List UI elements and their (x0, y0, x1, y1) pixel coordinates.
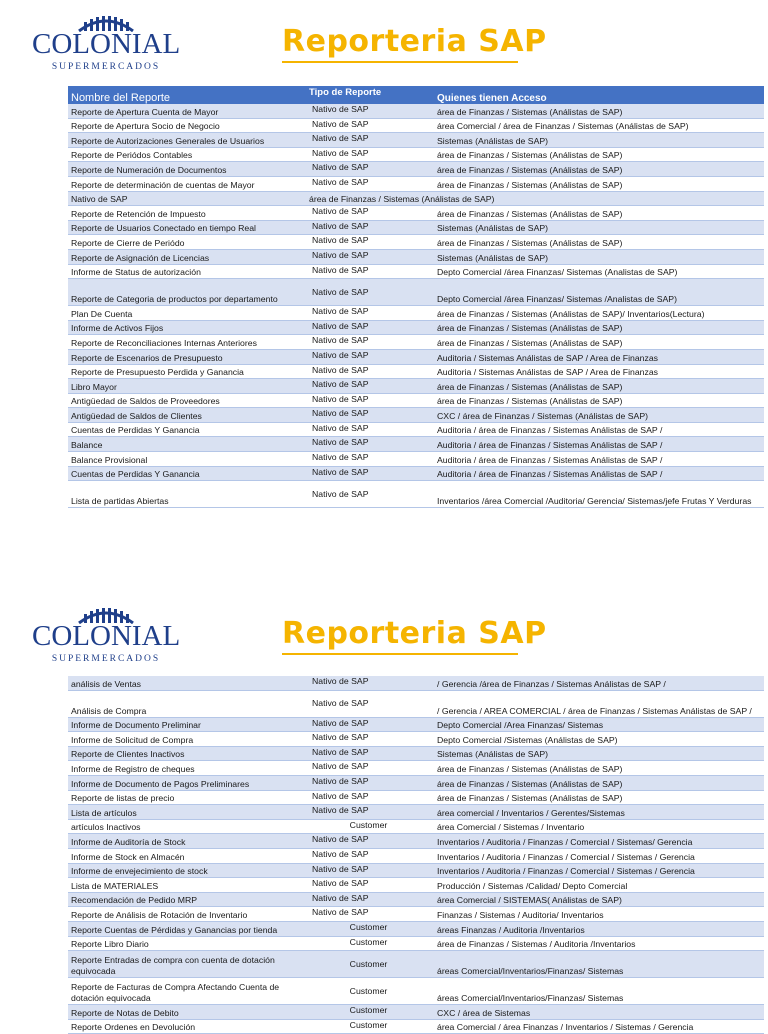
page-title: Reporteria SAP (282, 24, 547, 59)
access-cell: / Gerencia /área de Finanzas / Sistemas Análistas de SAP / (434, 676, 764, 690)
report-type-cell: Nativo de SAP (306, 466, 434, 481)
table-row (68, 481, 764, 508)
access-cell: área de Finanzas / Sistemas (Análistas de SAP) (434, 335, 764, 350)
access-cell: Auditoria / área de Finanzas / Sistemas Análistas de SAP / (434, 466, 764, 481)
report-type-cell: Nativo de SAP (306, 320, 434, 335)
report-name-cell: Lista de partidas Abiertas (68, 481, 306, 508)
table-row (68, 364, 764, 379)
access-cell: Inventarios / Auditoria / Finanzas / Comercial / Sistemas / Gerencia (434, 863, 764, 878)
report-name-cell: Balance Provisional (68, 452, 306, 467)
table-row (68, 978, 764, 1005)
access-cell: área de Finanzas / Sistemas (Análistas de SAP) (434, 320, 764, 335)
report-type-cell: Nativo de SAP (306, 249, 434, 264)
access-cell: Sistemas (Análistas de SAP) (434, 746, 764, 761)
table-row (68, 717, 764, 732)
report-type-cell: Nativo de SAP (306, 393, 434, 408)
report-name-cell: Informe de envejecimiento de stock (68, 863, 306, 878)
report-type-cell: Nativo de SAP (306, 104, 434, 118)
access-cell: área de Finanzas / Sistemas (Análistas de SAP) (434, 147, 764, 162)
table-row (68, 790, 764, 805)
report-type-cell: Nativo de SAP (306, 162, 434, 177)
table-row (68, 951, 764, 978)
report-type-cell: Customer (306, 819, 434, 834)
access-cell: área de Finanzas / Sistemas (Análistas de SAP)/ Inventarios(Lectura) (434, 306, 764, 321)
report-type-cell: Nativo de SAP (306, 452, 434, 467)
table-row (68, 206, 764, 221)
access-cell: área de Finanzas / Sistemas (Análistas de SAP) (434, 790, 764, 805)
table-row (68, 1005, 764, 1020)
table-row (68, 921, 764, 936)
table-row (68, 133, 764, 148)
colonial-logo (32, 604, 182, 666)
access-cell: área Comercial / área Finanzas / Inventarios / Sistemas / Gerencia (434, 1019, 764, 1034)
access-cell: áreas Comercial/Inventarios/Finanzas/ Sistemas (434, 978, 764, 1005)
table-row (68, 437, 764, 452)
table-row (68, 690, 764, 717)
access-cell: Auditoria / área de Finanzas / Sistemas Análistas de SAP / (434, 437, 764, 452)
table-row (68, 863, 764, 878)
access-cell: área Comercial / área de Finanzas / Sistemas (Análistas de SAP) (434, 118, 764, 133)
report-type-cell: Nativo de SAP (306, 761, 434, 776)
report-name-cell: Informe de Auditoría de Stock (68, 834, 306, 849)
access-cell: CXC / área de Sistemas (434, 1005, 764, 1020)
report-table-1 (68, 86, 764, 508)
table-row (68, 805, 764, 820)
access-cell: área de Finanzas / Sistemas (Análistas de SAP) (434, 379, 764, 394)
access-cell: área de Finanzas / Sistemas (Análistas de SAP) (434, 176, 764, 191)
brand-name: COLONIAL (32, 620, 181, 652)
table-row (68, 162, 764, 177)
report-name-cell: Cuentas de Perdidas Y Ganancia (68, 466, 306, 481)
report-name-cell: Reporte de Retención de Impuesto (68, 206, 306, 221)
access-cell: áreas Finanzas / Auditoria /Inventarios (434, 921, 764, 936)
report-type-cell: Nativo de SAP (306, 878, 434, 893)
report-type-cell: Nativo de SAP (306, 775, 434, 790)
access-cell: Depto Comercial /área Finanzas/ Sistemas /Analistas de SAP) (434, 279, 764, 306)
table-row (68, 147, 764, 162)
brand-name: COLONIAL (32, 28, 181, 60)
access-cell: Producción / Sistemas /Calidad/ Depto Comercial (434, 878, 764, 893)
colonial-logo (32, 12, 182, 74)
table-row (68, 834, 764, 849)
access-cell: Depto Comercial /Area Finanzas/ Sistemas (434, 717, 764, 732)
report-table-2 (68, 676, 764, 1034)
report-name-cell: Lista de MATERIALES (68, 878, 306, 893)
access-cell: Auditoria / Sistemas Análistas de SAP / Area de Finanzas (434, 349, 764, 364)
table-row (68, 732, 764, 747)
table-row (68, 452, 764, 467)
report-type-cell: Customer (306, 1019, 434, 1034)
access-cell: CXC / área de Finanzas / Sistemas (Análistas de SAP) (434, 408, 764, 423)
report-name-cell: Balance (68, 437, 306, 452)
access-cell: áreas Comercial/Inventarios/Finanzas/ Sistemas (434, 951, 764, 978)
report-type-cell: Customer (306, 978, 434, 1005)
report-type-cell: Nativo de SAP (306, 422, 434, 437)
table-row (68, 306, 764, 321)
table-row (68, 775, 764, 790)
table-row (68, 936, 764, 951)
table-row (68, 892, 764, 907)
access-cell: área de Finanzas / Sistemas (Análistas de SAP) (434, 393, 764, 408)
report-name-cell: Reporte de Presupuesto Perdida y Ganancia (68, 364, 306, 379)
access-cell: Sistemas (Análistas de SAP) (434, 249, 764, 264)
table-row (68, 279, 764, 306)
report-type-cell: Nativo de SAP (306, 349, 434, 364)
report-type-cell: Nativo de SAP (306, 118, 434, 133)
report-name-cell: Plan De Cuenta (68, 306, 306, 321)
report-name-cell: Lista de artículos (68, 805, 306, 820)
table-row (68, 176, 764, 191)
report-type-cell: Nativo de SAP (306, 717, 434, 732)
table-row (68, 408, 764, 423)
table-row (68, 1019, 764, 1034)
report-name-cell: Informe de Documento Preliminar (68, 717, 306, 732)
report-name-cell: Informe de Activos Fijos (68, 320, 306, 335)
report-name-cell: Informe de Registro de cheques (68, 761, 306, 776)
report-name-cell: Reporte de Periódos Contables (68, 147, 306, 162)
report-name-cell: Reporte de Clientes Inactivos (68, 746, 306, 761)
report-name-cell: Informe de Stock en Almacén (68, 848, 306, 863)
report-name-cell: Reporte de Notas de Debito (68, 1005, 306, 1020)
report-name-cell: Reporte de Escenarios de Presupuesto (68, 349, 306, 364)
report-type-cell: Customer (306, 936, 434, 951)
access-cell: Sistemas (Análistas de SAP) (434, 220, 764, 235)
report-type-cell: Nativo de SAP (306, 848, 434, 863)
page-title: Reporteria SAP (282, 616, 547, 651)
table-row (68, 466, 764, 481)
report-name-cell: Reporte de Apertura Socio de Negocio (68, 118, 306, 133)
page-section-2 (0, 594, 768, 1033)
report-name-cell: Cuentas de Perdidas Y Ganancia (68, 422, 306, 437)
access-cell: área de Finanzas / Sistemas (Análistas de SAP) (434, 162, 764, 177)
report-type-cell: área de Finanzas / Sistemas (Análistas de SAP) (306, 191, 764, 206)
report-name-cell: Reporte de Numeración de Documentos (68, 162, 306, 177)
table-row (68, 235, 764, 250)
table-row (68, 379, 764, 394)
access-cell: Auditoria / Sistemas Análistas de SAP / Area de Finanzas (434, 364, 764, 379)
table-row (68, 191, 764, 206)
table-header (68, 86, 764, 104)
report-type-cell: Nativo de SAP (306, 907, 434, 922)
report-type-cell: Nativo de SAP (306, 147, 434, 162)
report-type-cell: Nativo de SAP (306, 481, 434, 508)
access-cell: área de Finanzas / Sistemas (Análistas de SAP) (434, 104, 764, 118)
table-row (68, 746, 764, 761)
brand-sub: SUPERMERCADOS (51, 62, 161, 72)
title-underline (282, 61, 518, 63)
access-cell: Auditoria / área de Finanzas / Sistemas Análistas de SAP / (434, 452, 764, 467)
access-cell: / Gerencia / AREA COMERCIAL / área de Finanzas / Sistemas Análistas de SAP / (434, 690, 764, 717)
report-name-cell: análisis de Ventas (68, 676, 306, 690)
report-type-cell: Nativo de SAP (306, 805, 434, 820)
report-name-cell: Reporte de Autorizaciones Generales de Usuarios (68, 133, 306, 148)
report-type-cell: Nativo de SAP (306, 408, 434, 423)
report-name-cell: Reporte de Facturas de Compra Afectando Cuenta de dotación equivocada (68, 978, 306, 1005)
report-type-cell: Nativo de SAP (306, 834, 434, 849)
report-type-cell: Nativo de SAP (306, 235, 434, 250)
table-row (68, 878, 764, 893)
report-name-cell: Reporte de Reconciliaciones Internas Anteriores (68, 335, 306, 350)
report-name-cell: Reporte Cuentas de Pérdidas y Ganancias por tienda (68, 921, 306, 936)
table-row (68, 349, 764, 364)
access-cell: área Comercial / Sistemas / Inventario (434, 819, 764, 834)
report-name-cell: artículos Inactivos (68, 819, 306, 834)
report-name-cell: Antigüedad de Saldos de Clientes (68, 408, 306, 423)
report-type-cell: Customer (306, 921, 434, 936)
table-row (68, 320, 764, 335)
table-row (68, 118, 764, 133)
table-row (68, 422, 764, 437)
header-report-type: Tipo de Reporte (306, 86, 434, 104)
report-name-cell: Reporte de Cierre de Periódo (68, 235, 306, 250)
report-name-cell: Análisis de Compra (68, 690, 306, 717)
table-row (68, 676, 764, 690)
table-row (68, 761, 764, 776)
table-row (68, 907, 764, 922)
table-row (68, 104, 764, 118)
report-type-cell: Nativo de SAP (306, 335, 434, 350)
report-type-cell: Nativo de SAP (306, 746, 434, 761)
report-name-cell: Reporte de Usuarios Conectado en tiempo Real (68, 220, 306, 235)
report-name-cell: Informe de Solicitud de Compra (68, 732, 306, 747)
access-cell: Depto Comercial /área Finanzas/ Sistemas (Analistas de SAP) (434, 264, 764, 279)
report-type-cell: Nativo de SAP (306, 176, 434, 191)
access-cell: Auditoria / área de Finanzas / Sistemas Análistas de SAP / (434, 422, 764, 437)
report-type-cell: Nativo de SAP (306, 379, 434, 394)
access-cell: área de Finanzas / Sistemas (Análistas de SAP) (434, 235, 764, 250)
access-cell: Finanzas / Sistemas / Auditoria/ Inventarios (434, 907, 764, 922)
access-cell: Inventarios /área Comercial /Auditoria/ Gerencia/ Sistemas/jefe Frutas Y Verduras (434, 481, 764, 508)
table-row (68, 220, 764, 235)
report-type-cell: Nativo de SAP (306, 206, 434, 221)
report-name-cell: Antigüedad de Saldos de Proveedores (68, 393, 306, 408)
header-access: Quienes tienen Acceso (434, 86, 764, 104)
report-type-cell: Nativo de SAP (306, 437, 434, 452)
report-name-cell: Reporte de Categoria de productos por departamento (68, 279, 306, 306)
report-type-cell: Nativo de SAP (306, 690, 434, 717)
report-name-cell: Reporte de Asignación de Licencias (68, 249, 306, 264)
table-row (68, 264, 764, 279)
header-report-name: Nombre del Reporte (68, 86, 306, 104)
report-name-cell: Reporte de determinación de cuentas de Mayor (68, 176, 306, 191)
report-name-cell: Informe de Documento de Pagos Preliminares (68, 775, 306, 790)
access-cell: área de Finanzas / Sistemas (Análistas de SAP) (434, 761, 764, 776)
report-name-cell: Reporte Entradas de compra con cuenta de dotación equivocada (68, 951, 306, 978)
title-underline (282, 653, 518, 655)
report-name-cell: Nativo de SAP (68, 191, 306, 206)
report-type-cell: Nativo de SAP (306, 220, 434, 235)
report-type-cell: Nativo de SAP (306, 892, 434, 907)
report-type-cell: Nativo de SAP (306, 279, 434, 306)
table-row (68, 819, 764, 834)
access-cell: área de Finanzas / Sistemas (Análistas de SAP) (434, 775, 764, 790)
report-name-cell: Informe de Status de autorización (68, 264, 306, 279)
access-cell: área de Finanzas / Sistemas (Análistas de SAP) (434, 206, 764, 221)
report-name-cell: Reporte de Apertura Cuenta de Mayor (68, 104, 306, 118)
table-row (68, 335, 764, 350)
access-cell: área comercial / Inventarios / Gerentes/Sistemas (434, 805, 764, 820)
report-type-cell: Nativo de SAP (306, 863, 434, 878)
table-row (68, 393, 764, 408)
report-type-cell: Nativo de SAP (306, 133, 434, 148)
report-type-cell: Nativo de SAP (306, 676, 434, 690)
access-cell: Inventarios / Auditoria / Finanzas / Comercial / Sistemas/ Gerencia (434, 834, 764, 849)
access-cell: área Comercial / SISTEMAS( Análistas de SAP) (434, 892, 764, 907)
access-cell: Inventarios / Auditoria / Finanzas / Comercial / Sistemas / Gerencia (434, 848, 764, 863)
report-type-cell: Customer (306, 951, 434, 978)
report-name-cell: Libro Mayor (68, 379, 306, 394)
table-row (68, 249, 764, 264)
report-name-cell: Recomendación de Pedido MRP (68, 892, 306, 907)
access-cell: área de Finanzas / Sistemas / Auditoria /Inventarios (434, 936, 764, 951)
report-type-cell: Nativo de SAP (306, 790, 434, 805)
report-type-cell: Customer (306, 1005, 434, 1020)
report-name-cell: Reporte de Análisis de Rotación de Inventario (68, 907, 306, 922)
report-type-cell: Nativo de SAP (306, 264, 434, 279)
report-name-cell: Reporte de listas de precio (68, 790, 306, 805)
report-type-cell: Nativo de SAP (306, 364, 434, 379)
report-name-cell: Reporte Libro Diario (68, 936, 306, 951)
report-name-cell: Reporte Ordenes en Devolución (68, 1019, 306, 1034)
access-cell: Sistemas (Análistas de SAP) (434, 133, 764, 148)
report-type-cell: Nativo de SAP (306, 732, 434, 747)
table-row (68, 848, 764, 863)
access-cell: Depto Comercial /Sistemas (Análistas de SAP) (434, 732, 764, 747)
report-type-cell: Nativo de SAP (306, 306, 434, 321)
brand-sub: SUPERMERCADOS (51, 654, 161, 664)
